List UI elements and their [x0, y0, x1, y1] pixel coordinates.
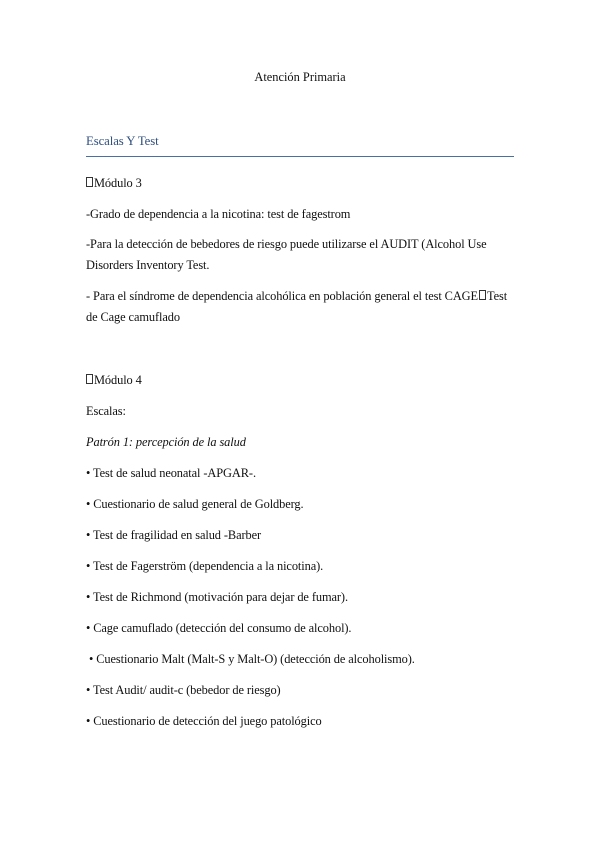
- list-item: • Test Audit/ audit-c (bebedor de riesgo): [86, 683, 281, 697]
- list-item: • Test de fragilidad en salud -Barber: [86, 528, 262, 542]
- list-item: • Cuestionario de salud general de Goldberg.: [86, 497, 304, 511]
- module3-title: Módulo 3: [86, 175, 142, 191]
- module4-pattern-heading: Patrón 1: percepción de la salud: [86, 435, 246, 449]
- module3-item-audit-line2: Disorders Inventory Test.: [86, 258, 210, 272]
- checkbox-glyph-icon: [86, 177, 93, 187]
- checkbox-glyph-icon: [86, 374, 93, 384]
- list-item: • Test de salud neonatal -APGAR-.: [86, 466, 256, 480]
- module3-item-audit-line1: -Para la detección de bebedores de riesgo puede utilizarse el AUDIT (Alcohol Use: [86, 237, 487, 251]
- module3-item-nicotine: -Grado de dependencia a la nicotina: test de fagestrom: [86, 207, 351, 221]
- list-item: • Test de Fagerström (dependencia a la nicotina).: [86, 559, 324, 573]
- page-header-title: Atención Primaria: [254, 70, 346, 84]
- list-item: • Cage camuflado (detección del consumo de alcohol).: [86, 621, 352, 635]
- module4-escalas-label: Escalas:: [86, 404, 126, 418]
- list-item: • Test de Richmond (motivación para dejar de fumar).: [86, 590, 348, 604]
- module3-item-cage-line2: de Cage camuflado: [86, 310, 180, 324]
- heading-underline: [86, 156, 514, 157]
- section-heading: Escalas Y Test: [86, 134, 159, 148]
- module4-title: Módulo 4: [86, 372, 142, 388]
- list-item: • Cuestionario Malt (Malt-S y Malt-O) (detección de alcoholismo).: [86, 652, 415, 666]
- module3-item-cage-line1: - Para el síndrome de dependencia alcohólica en población general el test CAGE Test: [86, 289, 508, 303]
- checkbox-glyph-icon: [479, 290, 486, 300]
- list-item: • Cuestionario de detección del juego patológico: [86, 714, 322, 728]
